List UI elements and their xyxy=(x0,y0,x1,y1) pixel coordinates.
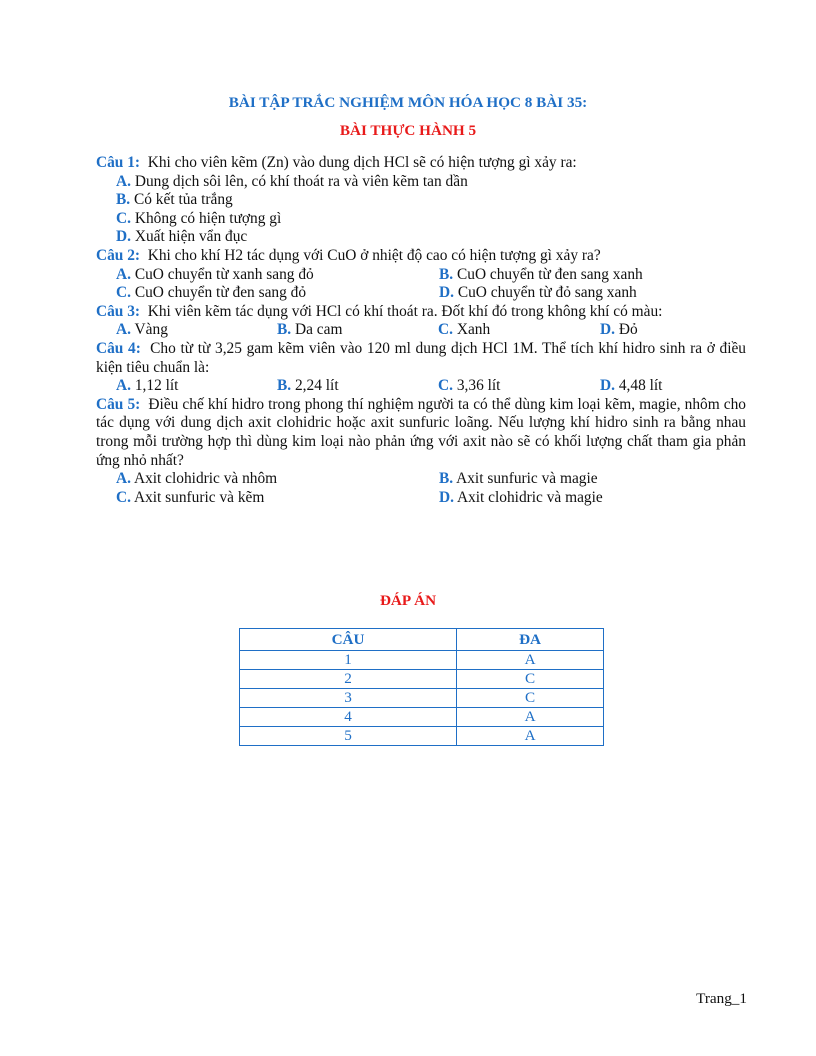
option-text: 2,24 lít xyxy=(294,377,339,395)
option-text: CuO chuyển từ đen sang xanh xyxy=(456,265,643,283)
answer-letter: A xyxy=(457,708,604,727)
table-row xyxy=(240,708,604,727)
option-text: Vàng xyxy=(134,321,168,339)
option-letter: B. xyxy=(277,321,292,339)
option xyxy=(439,266,746,285)
option-letter: A. xyxy=(116,377,131,395)
option xyxy=(438,377,600,396)
answer-letter: C xyxy=(457,670,604,689)
option-letter: C. xyxy=(116,488,131,506)
question-text: Điều chế khí hidro trong phong thí nghiệm người ta có thể dùng kim loại kẽm, magie, nhôm cho tác dụng với dung dịch axit clohidric hoặc axit sunfuric loãng. Nếu lượng khí hidro sinh ra bằng nhau trong mỗi trường hợp thì dùng kim loại nào phản ứng với axit nào sẽ có khối lượng chất tham gia phản ứng nhỏ nhất? xyxy=(96,395,746,469)
option-letter: D. xyxy=(116,228,131,246)
option xyxy=(116,284,439,303)
option xyxy=(277,321,438,340)
option xyxy=(116,377,277,396)
option xyxy=(116,191,746,210)
option-text: CuO chuyển từ xanh sang đỏ xyxy=(134,265,314,283)
option-letter: C. xyxy=(438,377,453,395)
option-text: Da cam xyxy=(294,321,343,339)
option-text: Xanh xyxy=(456,321,491,339)
option xyxy=(116,173,746,192)
option-text: Xuất hiện vẩn đục xyxy=(134,228,248,246)
option-letter: B. xyxy=(277,377,292,395)
question-label: Câu 1: xyxy=(96,154,141,171)
option xyxy=(116,228,746,247)
option xyxy=(600,321,746,340)
option-letter: D. xyxy=(439,284,454,302)
option-letter: C. xyxy=(438,321,453,339)
question-number: 5 xyxy=(240,727,457,746)
page-number: Trang_1 xyxy=(696,990,747,1007)
option-letter: A. xyxy=(116,321,131,339)
answer-letter: C xyxy=(457,689,604,708)
question-number: 1 xyxy=(240,651,457,670)
option-text: Axit sunfuric và kẽm xyxy=(133,488,265,506)
question-1 xyxy=(96,154,746,173)
question-number: 2 xyxy=(240,670,457,689)
option-text: 4,48 lít xyxy=(618,377,663,395)
question-text: Khi cho viên kẽm (Zn) vào dung dịch HCl sẽ có hiện tượng gì xảy ra: xyxy=(147,154,577,171)
question-4 xyxy=(96,340,746,377)
options-3 xyxy=(116,321,746,340)
option-text: Đỏ xyxy=(618,321,638,339)
options-4 xyxy=(116,377,746,396)
option xyxy=(439,284,746,303)
option-text: CuO chuyển từ đỏ sang xanh xyxy=(457,284,637,302)
options-1 xyxy=(116,173,746,247)
option-letter: B. xyxy=(439,470,454,488)
option-letter: A. xyxy=(116,470,131,488)
table-row xyxy=(240,727,604,746)
option xyxy=(439,489,746,508)
table-row xyxy=(240,651,604,670)
question-text: Khi cho khí H2 tác dụng với CuO ở nhiệt độ cao có hiện tượng gì xảy ra? xyxy=(147,246,601,264)
option-text: 3,36 lít xyxy=(456,377,501,395)
question-label: Câu 2: xyxy=(96,246,141,264)
option-text: CuO chuyển từ đen sang đỏ xyxy=(134,284,307,302)
question-label: Câu 4: xyxy=(96,339,141,357)
answer-letter: A xyxy=(457,727,604,746)
option xyxy=(600,377,746,396)
option xyxy=(277,377,438,396)
option-letter: C. xyxy=(116,284,131,302)
option-text: Có kết tủa trắng xyxy=(133,191,233,209)
option-text: 1,12 lít xyxy=(134,377,179,395)
table-row xyxy=(240,689,604,708)
answer-table xyxy=(239,628,604,746)
question-label: Câu 5: xyxy=(96,395,141,413)
option-text: Không có hiện tượng gì xyxy=(134,209,282,227)
option-letter: C. xyxy=(116,209,131,227)
question-5 xyxy=(96,396,746,470)
option-letter: A. xyxy=(116,172,131,190)
option-letter: B. xyxy=(116,191,131,209)
question-text: Khi viên kẽm tác dụng với HCl có khí thoát ra. Đốt khí đó trong không khí có màu: xyxy=(147,302,663,320)
answer-letter: A xyxy=(457,651,604,670)
document-title: BÀI TẬP TRẮC NGHIỆM MÔN HÓA HỌC 8 BÀI 35: xyxy=(228,94,588,111)
option-letter: B. xyxy=(439,265,454,283)
question-number: 3 xyxy=(240,689,457,708)
question-list xyxy=(96,154,746,507)
option xyxy=(116,266,439,285)
option xyxy=(116,470,439,489)
option-letter: A. xyxy=(116,265,131,283)
option xyxy=(116,210,746,229)
question-text: Cho từ từ 3,25 gam kẽm viên vào 120 ml dung dịch HCl 1M. Thể tích khí hidro sinh ra ở điều kiện tiêu chuẩn là: xyxy=(96,339,746,376)
option-letter: D. xyxy=(600,377,615,395)
option xyxy=(116,321,277,340)
option xyxy=(438,321,600,340)
question-3 xyxy=(96,303,746,322)
answer-key-title: ĐÁP ÁN xyxy=(379,592,437,609)
option xyxy=(116,489,439,508)
document-subtitle: BÀI THỰC HÀNH 5 xyxy=(339,122,477,139)
option-letter: D. xyxy=(600,321,615,339)
question-2 xyxy=(96,247,746,266)
option-letter: D. xyxy=(439,488,454,506)
option-text: Dung dịch sôi lên, có khí thoát ra và viên kẽm tan dần xyxy=(134,172,468,190)
options-5 xyxy=(116,470,746,507)
option-text: Axit clohidric và nhôm xyxy=(133,470,278,488)
table-row xyxy=(240,670,604,689)
question-label: Câu 3: xyxy=(96,302,141,320)
table-header-row xyxy=(240,629,604,651)
option xyxy=(439,470,746,489)
options-2 xyxy=(116,266,746,303)
question-number: 4 xyxy=(240,708,457,727)
column-header-question: CÂU xyxy=(240,629,457,651)
option-text: Axit clohidric và magie xyxy=(456,488,603,506)
option-text: Axit sunfuric và magie xyxy=(456,470,598,488)
column-header-answer: ĐA xyxy=(457,629,604,651)
